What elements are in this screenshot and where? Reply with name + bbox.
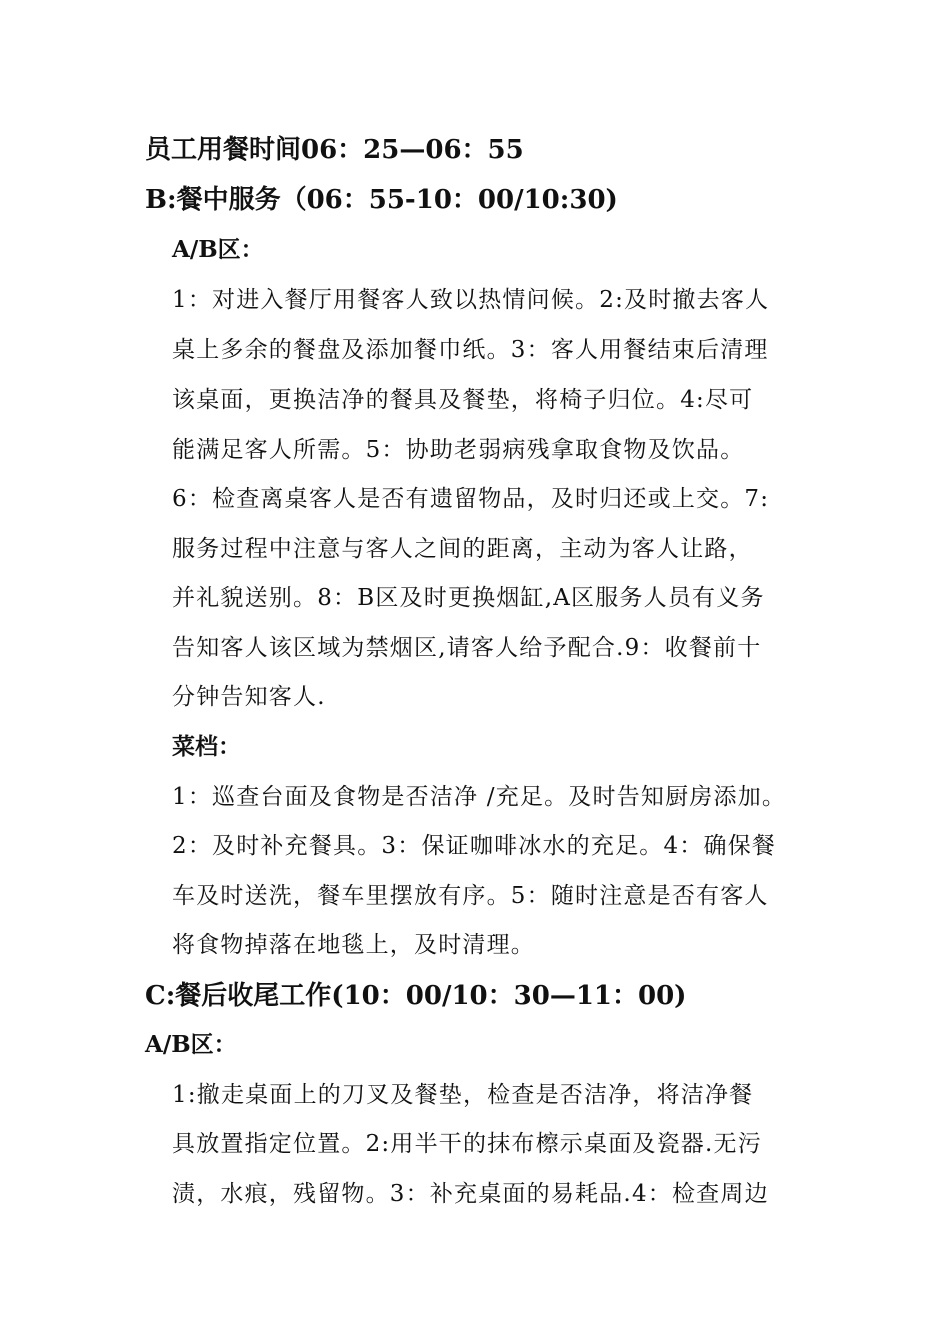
paragraph-line: 1：巡查台面及食物是否洁净 /充足。及时告知厨房添加。 (172, 784, 787, 810)
paragraph-line: 能满足客人所需。5：协助老弱病残拿取食物及饮品。 (172, 437, 745, 463)
section-b-title: B:餐中服务（06：55-10：00/10:30) (145, 185, 618, 215)
paragraph-line: 该桌面，更换洁净的餐具及餐垫，将椅子归位。4:尽可 (172, 387, 754, 413)
paragraph-line: 将食物掉落在地毯上，及时清理。 (172, 932, 535, 958)
paragraph-line: 1:撤走桌面上的刀叉及餐垫，检查是否洁净，将洁净餐 (172, 1082, 754, 1108)
paragraph-line: 并礼貌送别。8：B区及时更换烟缸,A区服务人员有义务 (172, 585, 765, 611)
paragraph-line: 分钟告知客人. (172, 684, 326, 710)
paragraph-line: 渍，水痕，残留物。3：补充桌面的易耗品.4：检查周边 (172, 1181, 769, 1207)
paragraph-line: 1：对进入餐厅用餐客人致以热情问候。2:及时撤去客人 (172, 287, 770, 313)
section-b-cai-title: 菜档： (172, 733, 241, 760)
section-c-ab-title: A/B区： (145, 1031, 237, 1058)
paragraph-line: 服务过程中注意与客人之间的距离，主动为客人让路， (172, 536, 753, 562)
paragraph-line: 桌上多余的餐盘及添加餐巾纸。3：客人用餐结束后清理 (172, 337, 769, 363)
paragraph-line: 具放置指定位置。2:用半干的抹布檫示桌面及瓷器.无污 (172, 1131, 762, 1157)
section-c-title: C:餐后收尾工作(10：00/10：30—11：00) (145, 981, 687, 1011)
section-b-ab-title: A/B区： (172, 236, 264, 263)
staff-meal-heading: 员工用餐时间06：25—06：55 (145, 135, 524, 165)
paragraph-line: 告知客人该区域为禁烟区,请客人给予配合.9：收餐前十 (172, 635, 762, 661)
paragraph-line: 车及时送洗，餐车里摆放有序。5：随时注意是否有客人 (172, 883, 769, 909)
paragraph-line: 2：及时补充餐具。3：保证咖啡冰水的充足。4：确保餐 (172, 833, 777, 859)
paragraph-line: 6：检查离桌客人是否有遗留物品，及时归还或上交。7: (172, 486, 770, 512)
